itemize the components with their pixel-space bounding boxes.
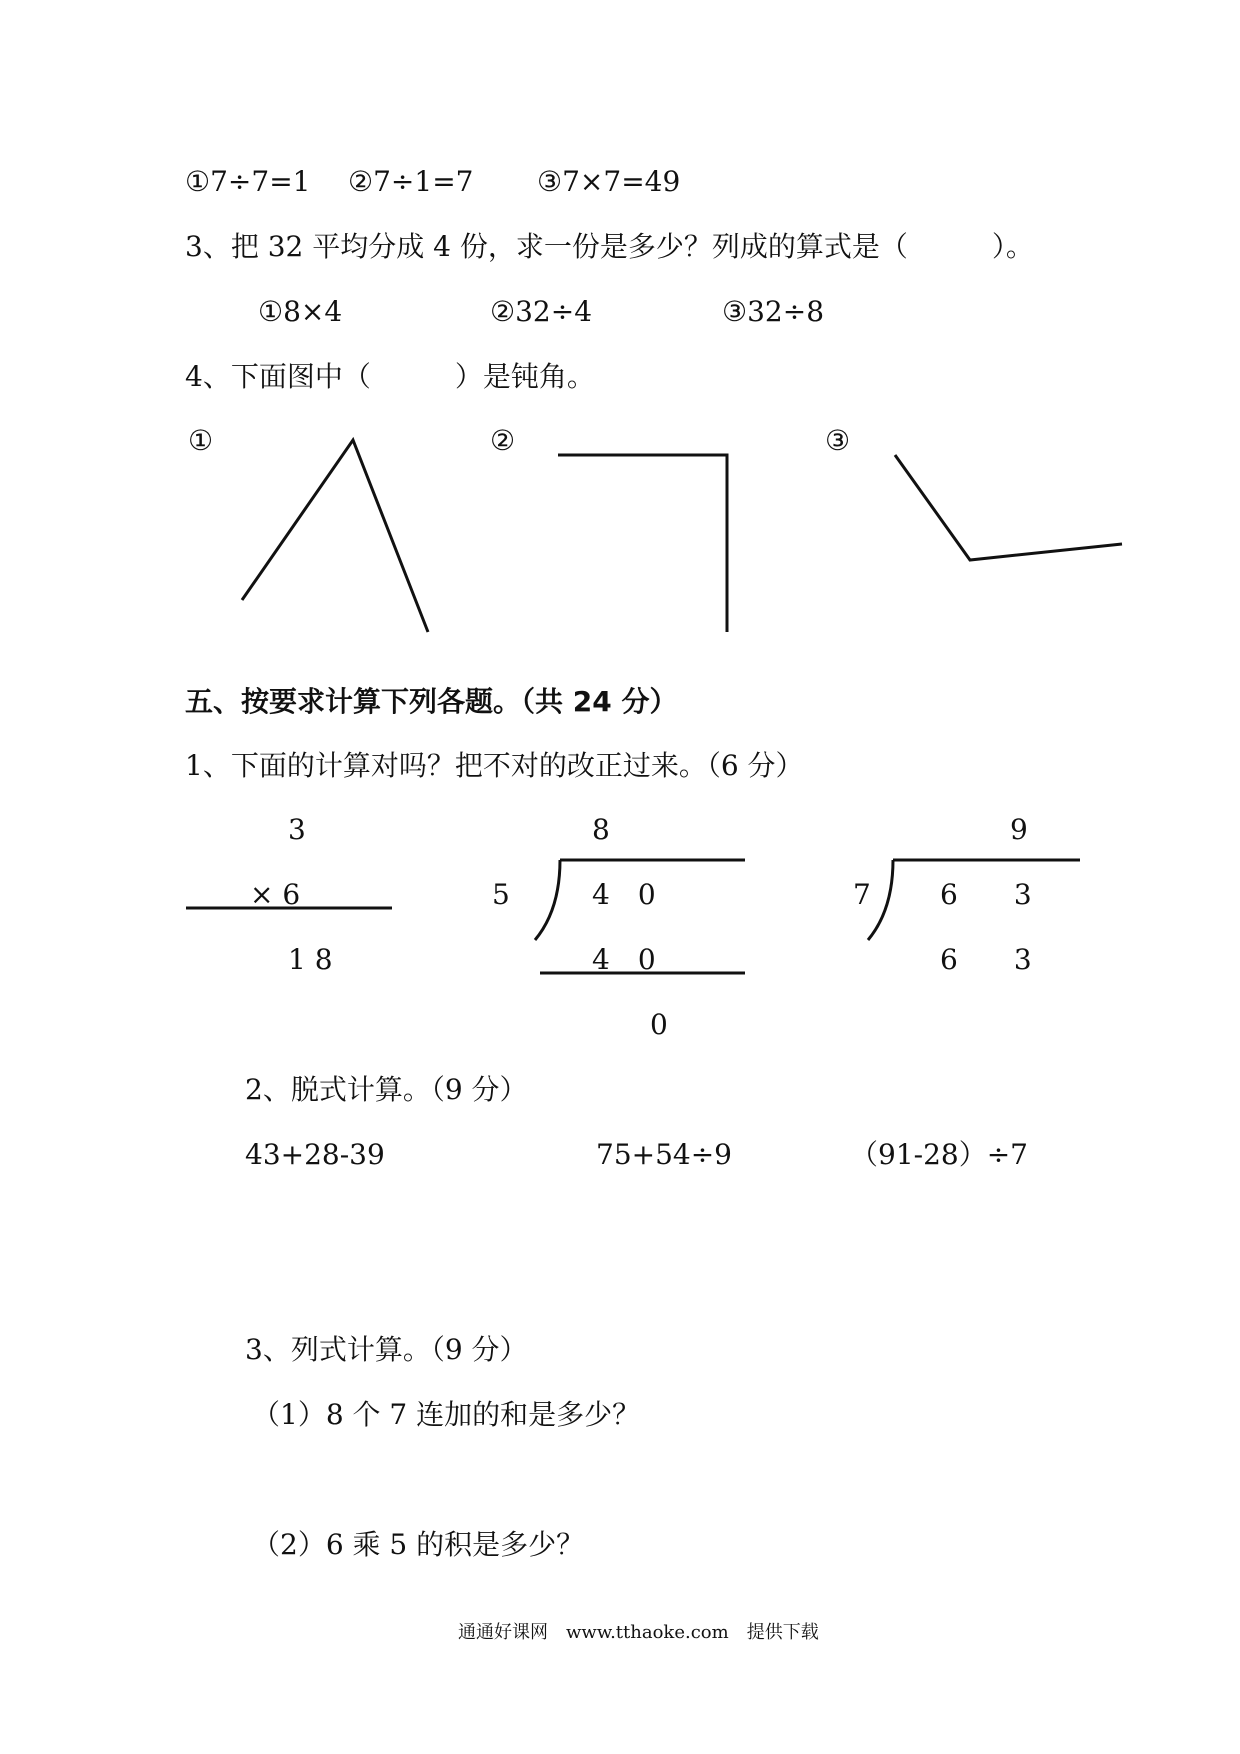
angle-figure-2 [558, 455, 727, 632]
div1-divisor: 5 [492, 878, 510, 911]
s5-q3-title: 3、列式计算。（9 分） [245, 1333, 528, 1366]
mult-top: 3 [288, 813, 306, 846]
div1-dividend: 4 0 [592, 878, 656, 911]
calc-item-1: 43+28-39 [245, 1138, 385, 1171]
q2-option-3: ③7×7=49 [537, 165, 681, 198]
q3-option-3: ③32÷8 [722, 295, 825, 328]
word-problem-1: （1）8 个 7 连加的和是多少？ [252, 1398, 641, 1431]
q3-question: 3、把 32 平均分成 4 份，求一份是多少？列成的算式是（ ）。 [185, 230, 1034, 263]
div2-divisor: 7 [853, 878, 871, 911]
div2-bracket [868, 860, 893, 940]
angle-label-2: ② [490, 424, 516, 457]
footer: 通通好课网 www.tthaoke.com 提供下载 [458, 1622, 819, 1643]
q2-option-1: ①7÷7=1 [185, 165, 311, 198]
section5-heading: 五、按要求计算下列各题。（共 24 分） [185, 685, 678, 718]
q3-option-2: ②32÷4 [490, 295, 593, 328]
s5-q1-title: 1、下面的计算对吗？把不对的改正过来。（6 分） [185, 749, 804, 782]
angle-label-3: ③ [825, 424, 851, 457]
q3-option-1: ①8×4 [258, 295, 343, 328]
angle-figure-1 [242, 440, 428, 632]
div2-quotient: 9 [1010, 813, 1028, 846]
div2-dividend: 6 3 [940, 878, 1032, 911]
q4-question: 4、下面图中（ ）是钝角。 [185, 360, 595, 393]
calc-item-3: （91-28）÷7 [850, 1138, 1028, 1171]
word-problem-2: （2）6 乘 5 的积是多少？ [252, 1528, 585, 1561]
calc-item-2: 75+54÷9 [596, 1138, 732, 1171]
angle-label-1: ① [188, 424, 214, 457]
div1-remainder: 0 [650, 1008, 668, 1041]
angle-figure-3 [895, 455, 1122, 560]
div1-quotient: 8 [592, 813, 610, 846]
q2-option-2: ②7÷1=7 [348, 165, 474, 198]
s5-q2-title: 2、脱式计算。（9 分） [245, 1073, 528, 1106]
mult-op: × 6 [250, 878, 301, 911]
mult-result: 1 8 [288, 943, 333, 976]
div1-subtrahend: 4 0 [592, 943, 656, 976]
div2-subtrahend: 6 3 [940, 943, 1032, 976]
div1-bracket [535, 860, 560, 940]
